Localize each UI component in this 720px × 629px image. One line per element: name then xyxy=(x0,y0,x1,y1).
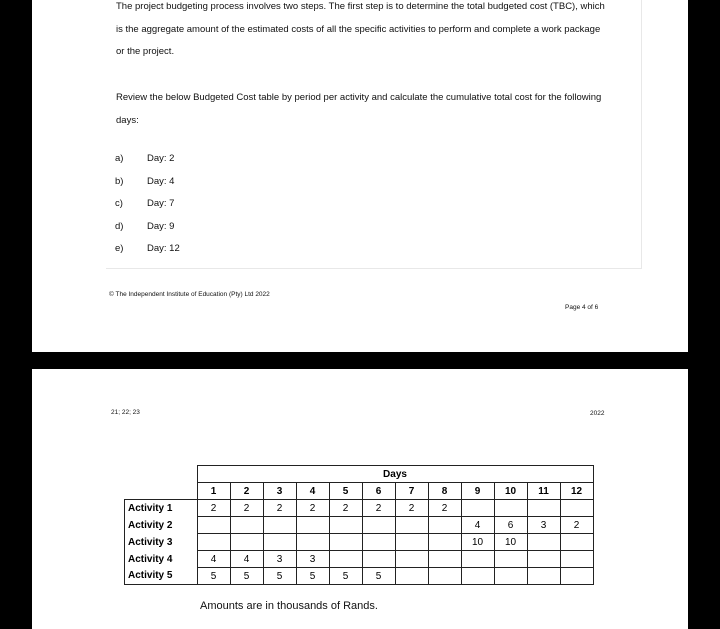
cost-cell xyxy=(263,534,296,551)
day-header-cell: 6 xyxy=(362,483,395,500)
table-title-row xyxy=(125,466,594,483)
cost-cell xyxy=(362,517,395,534)
cost-cell xyxy=(230,534,263,551)
cost-cell: 2 xyxy=(197,500,230,517)
day-header-cell: 3 xyxy=(263,483,296,500)
table-row xyxy=(125,568,594,585)
cost-cell: 5 xyxy=(296,568,329,585)
cost-cell xyxy=(560,534,593,551)
cost-cell: 6 xyxy=(494,517,527,534)
cost-cell xyxy=(428,551,461,568)
cost-cell xyxy=(527,551,560,568)
day-header-cell: 11 xyxy=(527,483,560,500)
cost-cell xyxy=(494,551,527,568)
cost-cell: 4 xyxy=(461,517,494,534)
activity-label: Activity 4 xyxy=(125,551,198,568)
document-page-5 xyxy=(32,369,688,629)
cost-cell xyxy=(263,517,296,534)
review-paragraph: Review the below Budgeted Cost table by period per activity and calculate the cumulative total cost for the following days: xyxy=(116,92,602,126)
table-title: Days xyxy=(197,466,593,483)
table-row xyxy=(125,551,594,568)
header-year: 2022 xyxy=(590,410,605,417)
cost-cell xyxy=(230,517,263,534)
cost-cell xyxy=(395,534,428,551)
day-header-cell: 2 xyxy=(230,483,263,500)
cost-cell: 3 xyxy=(296,551,329,568)
cost-cell xyxy=(362,551,395,568)
cost-cell xyxy=(362,534,395,551)
cost-cell: 10 xyxy=(461,534,494,551)
cost-cell xyxy=(527,534,560,551)
intro-paragraph: The project budgeting process involves two steps. The first step is to determine the total budgeted cost (TBC), which is the aggregate amount of the estimated costs of all the specific activities to perform and complete a work package or the project. xyxy=(116,1,605,57)
cost-cell: 5 xyxy=(197,568,230,585)
cost-cell xyxy=(428,568,461,585)
cost-cell xyxy=(329,534,362,551)
cost-cell: 2 xyxy=(329,500,362,517)
cost-cell: 5 xyxy=(263,568,296,585)
day-header-row xyxy=(125,483,594,500)
cost-cell: 2 xyxy=(428,500,461,517)
cost-cell xyxy=(428,517,461,534)
cost-cell xyxy=(494,568,527,585)
footer-copyright: © The Independent Institute of Education (Pty) Ltd 2022 xyxy=(109,291,270,298)
table-note: Amounts are in thousands of Rands. xyxy=(200,600,378,612)
day-header-cell: 8 xyxy=(428,483,461,500)
cost-cell xyxy=(329,517,362,534)
cost-cell xyxy=(395,517,428,534)
cost-cell xyxy=(395,551,428,568)
table-row xyxy=(125,534,594,551)
cost-cell: 2 xyxy=(560,517,593,534)
cost-cell: 5 xyxy=(329,568,362,585)
cost-cell xyxy=(329,551,362,568)
activity-label: Activity 3 xyxy=(125,534,198,551)
day-header-cell: 4 xyxy=(296,483,329,500)
cost-cell xyxy=(527,500,560,517)
cost-cell xyxy=(395,568,428,585)
day-header-cell: 7 xyxy=(395,483,428,500)
cost-cell xyxy=(197,517,230,534)
cost-cell: 2 xyxy=(395,500,428,517)
day-header-cell: 5 xyxy=(329,483,362,500)
cost-cell: 3 xyxy=(263,551,296,568)
cost-cell xyxy=(461,551,494,568)
activity-label: Activity 5 xyxy=(125,568,198,585)
day-header-cell: 9 xyxy=(461,483,494,500)
cost-cell xyxy=(560,500,593,517)
cost-cell: 5 xyxy=(362,568,395,585)
day-header-cell: 12 xyxy=(560,483,593,500)
cost-cell xyxy=(296,534,329,551)
cost-cell: 10 xyxy=(494,534,527,551)
table-row xyxy=(125,517,594,534)
cost-cell: 4 xyxy=(197,551,230,568)
header-references: 21; 22; 23 xyxy=(111,409,140,416)
cost-cell xyxy=(527,568,560,585)
cost-cell: 2 xyxy=(230,500,263,517)
day-header-cell: 1 xyxy=(197,483,230,500)
activity-label: Activity 2 xyxy=(125,517,198,534)
cost-cell xyxy=(560,551,593,568)
cost-cell xyxy=(461,500,494,517)
cost-cell xyxy=(296,517,329,534)
document-page-4: The project budgeting process involves two steps. The first step is to determine the total budgeted cost (TBC), which is the aggregate amount of the estimated costs of all the specific activities to perform and complete a work package or the project. Review the below Budgeted Cost table by period per activity and calculate the cumulative total cost for the following days: a) Day: 2 b) Day: 4 c) Day: 7 d) Day: 9 e) Day: 12 © The Independent Institute of Education (Pty) Ltd 2022 Page 4 of 6 xyxy=(32,0,688,352)
cost-cell: 2 xyxy=(296,500,329,517)
cost-cell: 4 xyxy=(230,551,263,568)
cost-cell: 2 xyxy=(362,500,395,517)
cost-cell: 5 xyxy=(230,568,263,585)
cost-cell xyxy=(494,500,527,517)
cost-cell xyxy=(461,568,494,585)
day-header-cell: 10 xyxy=(494,483,527,500)
cost-cell xyxy=(560,568,593,585)
cost-cell: 2 xyxy=(263,500,296,517)
cost-cell xyxy=(197,534,230,551)
footer-page-number: Page 4 of 6 xyxy=(565,304,599,311)
cost-cell: 3 xyxy=(527,517,560,534)
table-row xyxy=(125,500,594,517)
cost-cell xyxy=(428,534,461,551)
budget-table xyxy=(124,465,594,585)
activity-label: Activity 1 xyxy=(125,500,198,517)
